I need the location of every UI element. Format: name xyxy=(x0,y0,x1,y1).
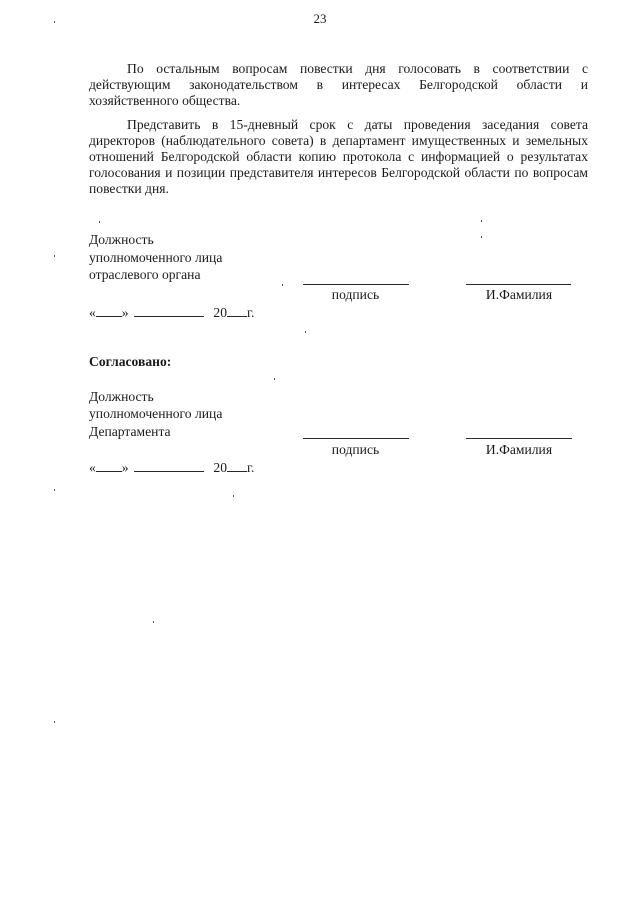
position-label: Должность xyxy=(89,232,154,247)
name-line xyxy=(466,284,571,285)
scan-speck xyxy=(274,378,275,380)
organization-label: Департамента xyxy=(89,424,171,439)
page-number: 23 xyxy=(313,11,327,26)
scan-speck xyxy=(99,221,100,223)
position-label: Должность xyxy=(89,389,154,404)
position-label: уполномоченного лица xyxy=(89,406,223,421)
signature-line xyxy=(303,438,409,439)
organization-label: отраслевого органа xyxy=(89,267,201,282)
paragraph-submit-protocol: Представить в 15-дневный срок с даты проведения заседания совета директоров (наблюдательного совета) в департамент имущественных и земельных отношений Белгородской области копию протокола с информацией о результатах голосования и позиции представителя интересов Белгородской области по вопросам повестки дня. xyxy=(89,117,588,196)
scan-speck xyxy=(54,255,55,257)
scan-speck xyxy=(282,284,283,286)
paragraph-voting: По остальным вопросам повестки дня голосовать в соответствии с действующим законодательством в интересах Белгородской области и хозяйственного общества. xyxy=(89,61,588,108)
signature-line xyxy=(303,284,409,285)
date-field: « » 20 г. xyxy=(89,460,255,475)
name-caption: И.Фамилия xyxy=(485,287,553,302)
scan-speck xyxy=(481,220,482,222)
date-field: « » 20 г. xyxy=(89,305,255,320)
agreed-heading: Согласовано: xyxy=(89,354,172,369)
scan-speck xyxy=(54,489,55,491)
scan-speck xyxy=(153,621,154,623)
scan-speck xyxy=(305,331,306,333)
name-caption: И.Фамилия xyxy=(485,442,553,457)
position-label: уполномоченного лица xyxy=(89,250,223,265)
scan-speck xyxy=(54,21,55,23)
signature-caption: подпись xyxy=(331,442,380,457)
name-line xyxy=(466,438,572,439)
scan-speck xyxy=(233,495,234,497)
scan-speck xyxy=(54,721,55,723)
scan-speck xyxy=(481,236,482,238)
signature-caption: подпись xyxy=(331,287,380,302)
